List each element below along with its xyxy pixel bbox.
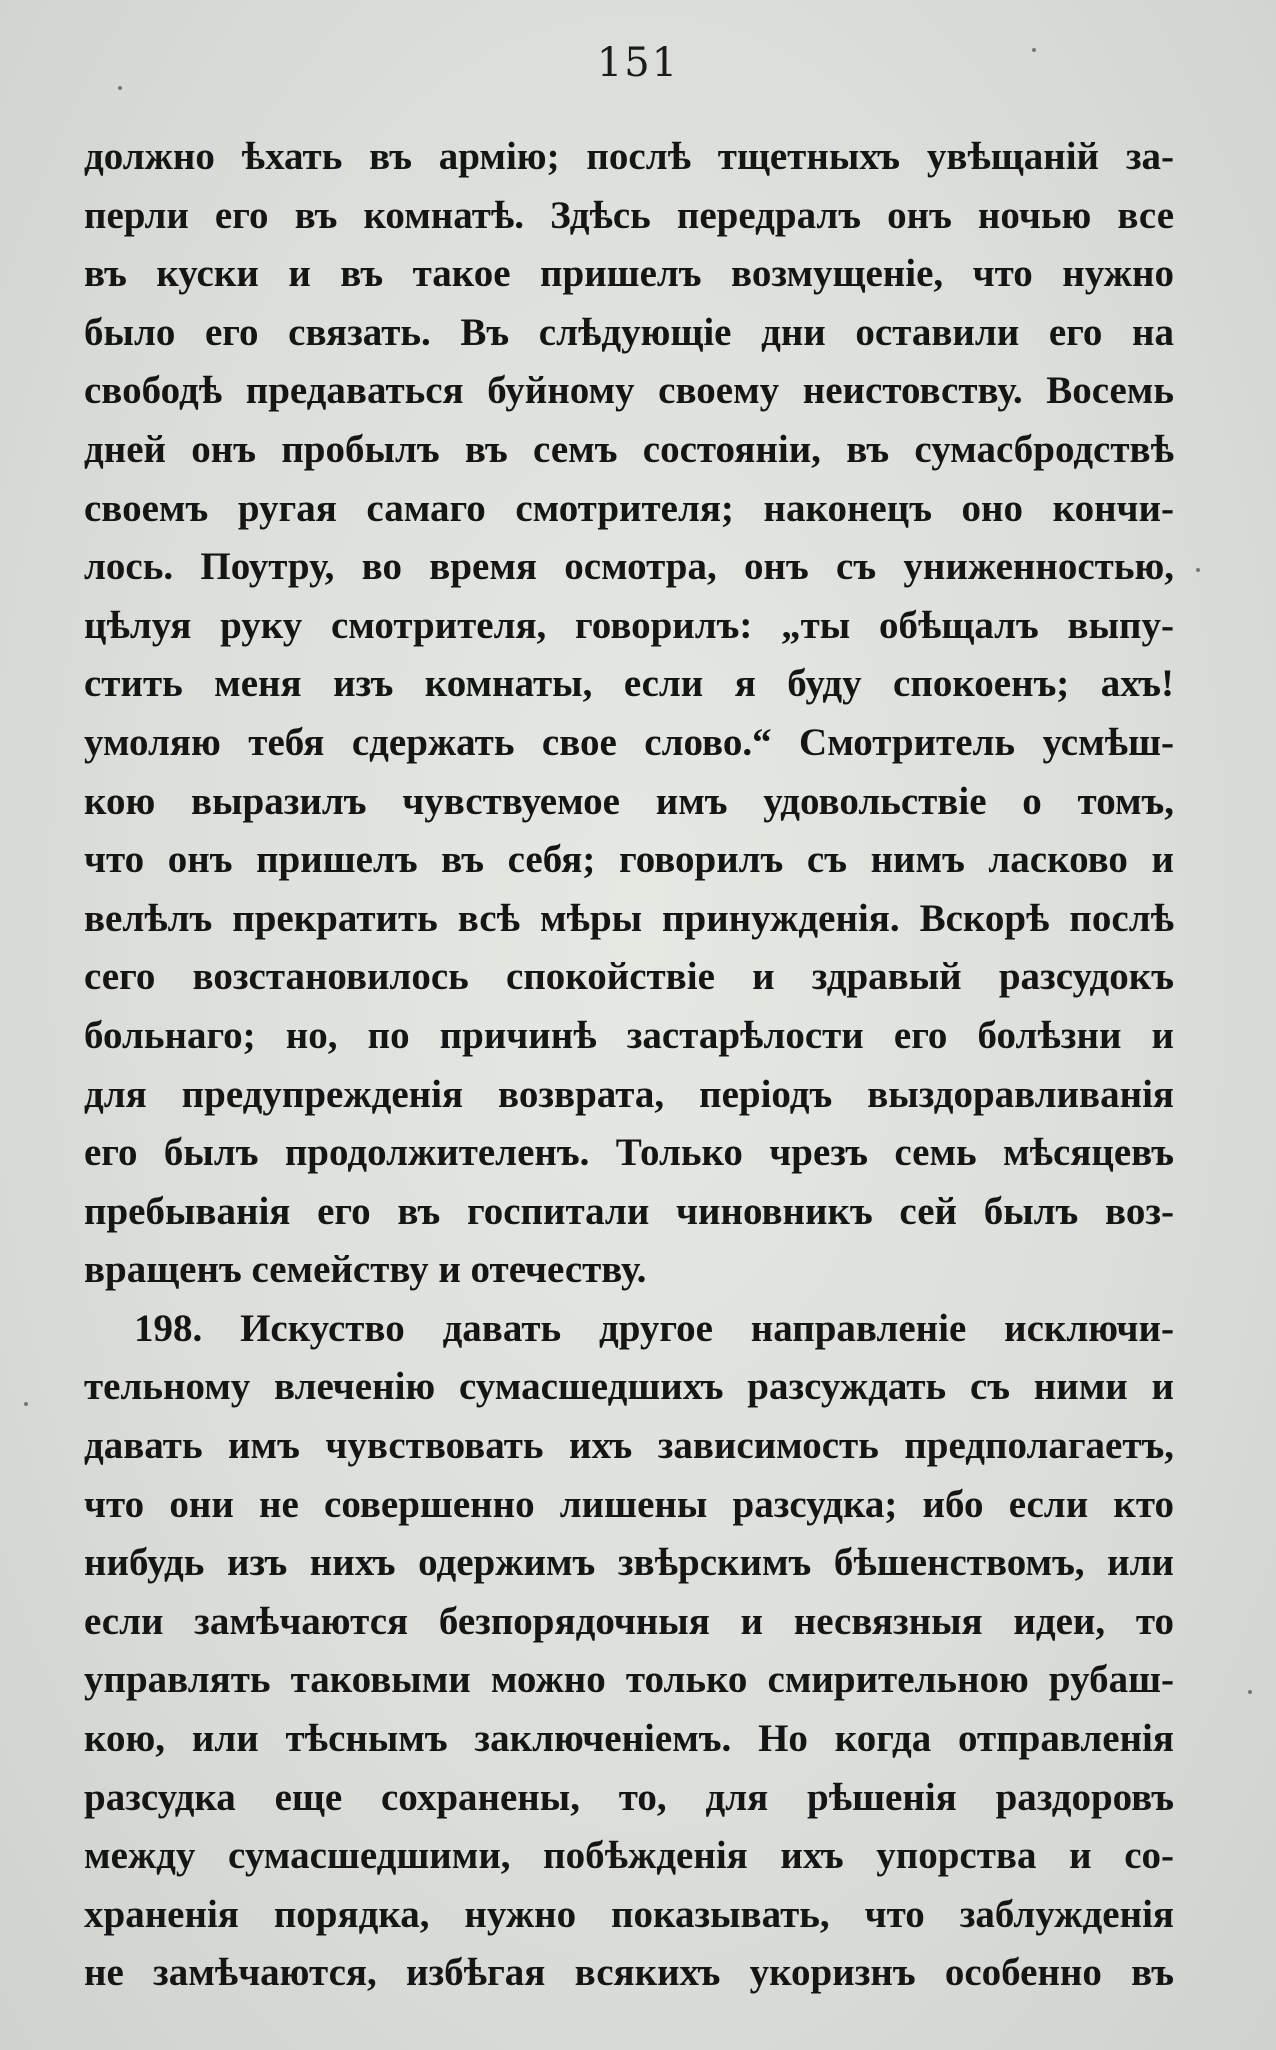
text-line: должно ѣхать въ армію; послѣ тщетныхъ увѣщаній за-: [84, 135, 1174, 178]
text-line: вращенъ семейству и отечеству.: [84, 1248, 647, 1292]
text-line: стить меня изъ комнаты, если я буду спокоенъ; ахъ!: [84, 662, 1174, 706]
text-line: кою, или тѣснымъ заключеніемъ. Но когда отправленія: [84, 1717, 1174, 1761]
text-line: пребыванія его въ госпитали чиновникъ сей былъ воз-: [84, 1189, 1174, 1233]
text-line: было его связать. Въ слѣдующіе дни оставили его на: [84, 310, 1174, 354]
paper-speck: [118, 86, 122, 90]
body-text: [84, 128, 1174, 2003]
text-line: тельному влеченію сумасшедшихъ разсуждать съ ними и: [84, 1365, 1174, 1409]
page-number: 151: [596, 40, 680, 86]
text-line: управлять таковыми можно только смирительною рубаш-: [84, 1658, 1174, 1702]
paragraph-start-line: 198. Искуство давать другое направленіе исключи-: [134, 1306, 1174, 1350]
paper-speck: [1032, 48, 1036, 52]
text-line: перли его въ комнатѣ. Здѣсь передралъ онъ ночью все: [84, 193, 1174, 237]
text-line: между сумасшедшими, побѣжденія ихъ упорства и со-: [84, 1834, 1174, 1878]
text-line: своемъ ругая самаго смотрителя; наконецъ оно кончи-: [84, 486, 1174, 530]
text-line: сего возстановилось спокойствіе и здравый разсудокъ: [84, 955, 1174, 999]
text-line: что онъ пришелъ въ себя; говорилъ съ нимъ ласково и: [84, 838, 1174, 882]
text-line: что они не совершенно лишены разсудка; ибо если кто: [84, 1482, 1174, 1526]
paper-speck: [1248, 1690, 1252, 1694]
text-line: храненія порядка, нужно показывать, что заблужденія: [84, 1892, 1174, 1936]
text-line: лось. Поутру, во время осмотра, онъ съ униженностью,: [84, 545, 1174, 589]
text-line: для предупрежденія возврата, періодъ выздоравливанія: [84, 1072, 1174, 1116]
text-line: свободѣ предаваться буйному своему неистовству. Восемь: [84, 369, 1174, 413]
text-line: давать имъ чувствовать ихъ зависимость предполагаетъ,: [84, 1424, 1174, 1468]
paper-speck: [1196, 568, 1200, 572]
text-line: въ куски и въ такое пришелъ возмущеніе, что нужно: [84, 252, 1174, 296]
text-line: велѣлъ прекратить всѣ мѣры принужденія. Вскорѣ послѣ: [84, 896, 1174, 940]
text-line: дней онъ пробылъ въ семъ состояніи, въ сумасбродствѣ: [84, 427, 1174, 471]
paper-speck: [24, 1402, 28, 1406]
text-line: его былъ продолжителенъ. Только чрезъ семь мѣсяцевъ: [84, 1131, 1174, 1175]
text-line: кою выразилъ чувствуемое имъ удовольствіе о томъ,: [84, 779, 1174, 823]
text-line: разсудка еще сохранены, то, для рѣшенія раздоровъ: [84, 1775, 1174, 1819]
text-line: если замѣчаются безпорядочныя и несвязныя идеи, то: [84, 1599, 1174, 1643]
text-line: цѣлуя руку смотрителя, говорилъ: „ты обѣщалъ выпу-: [84, 603, 1174, 647]
text-line: нибудь изъ нихъ одержимъ звѣрскимъ бѣшенствомъ, или: [84, 1541, 1174, 1585]
text-line: больнаго; но, по причинѣ застарѣлости его болѣзни и: [84, 1013, 1174, 1057]
text-line: не замѣчаются, избѣгая всякихъ укоризнъ особенно въ: [84, 1951, 1174, 1995]
text-line: умоляю тебя сдержать свое слово.“ Смотритель усмѣш-: [84, 720, 1174, 764]
